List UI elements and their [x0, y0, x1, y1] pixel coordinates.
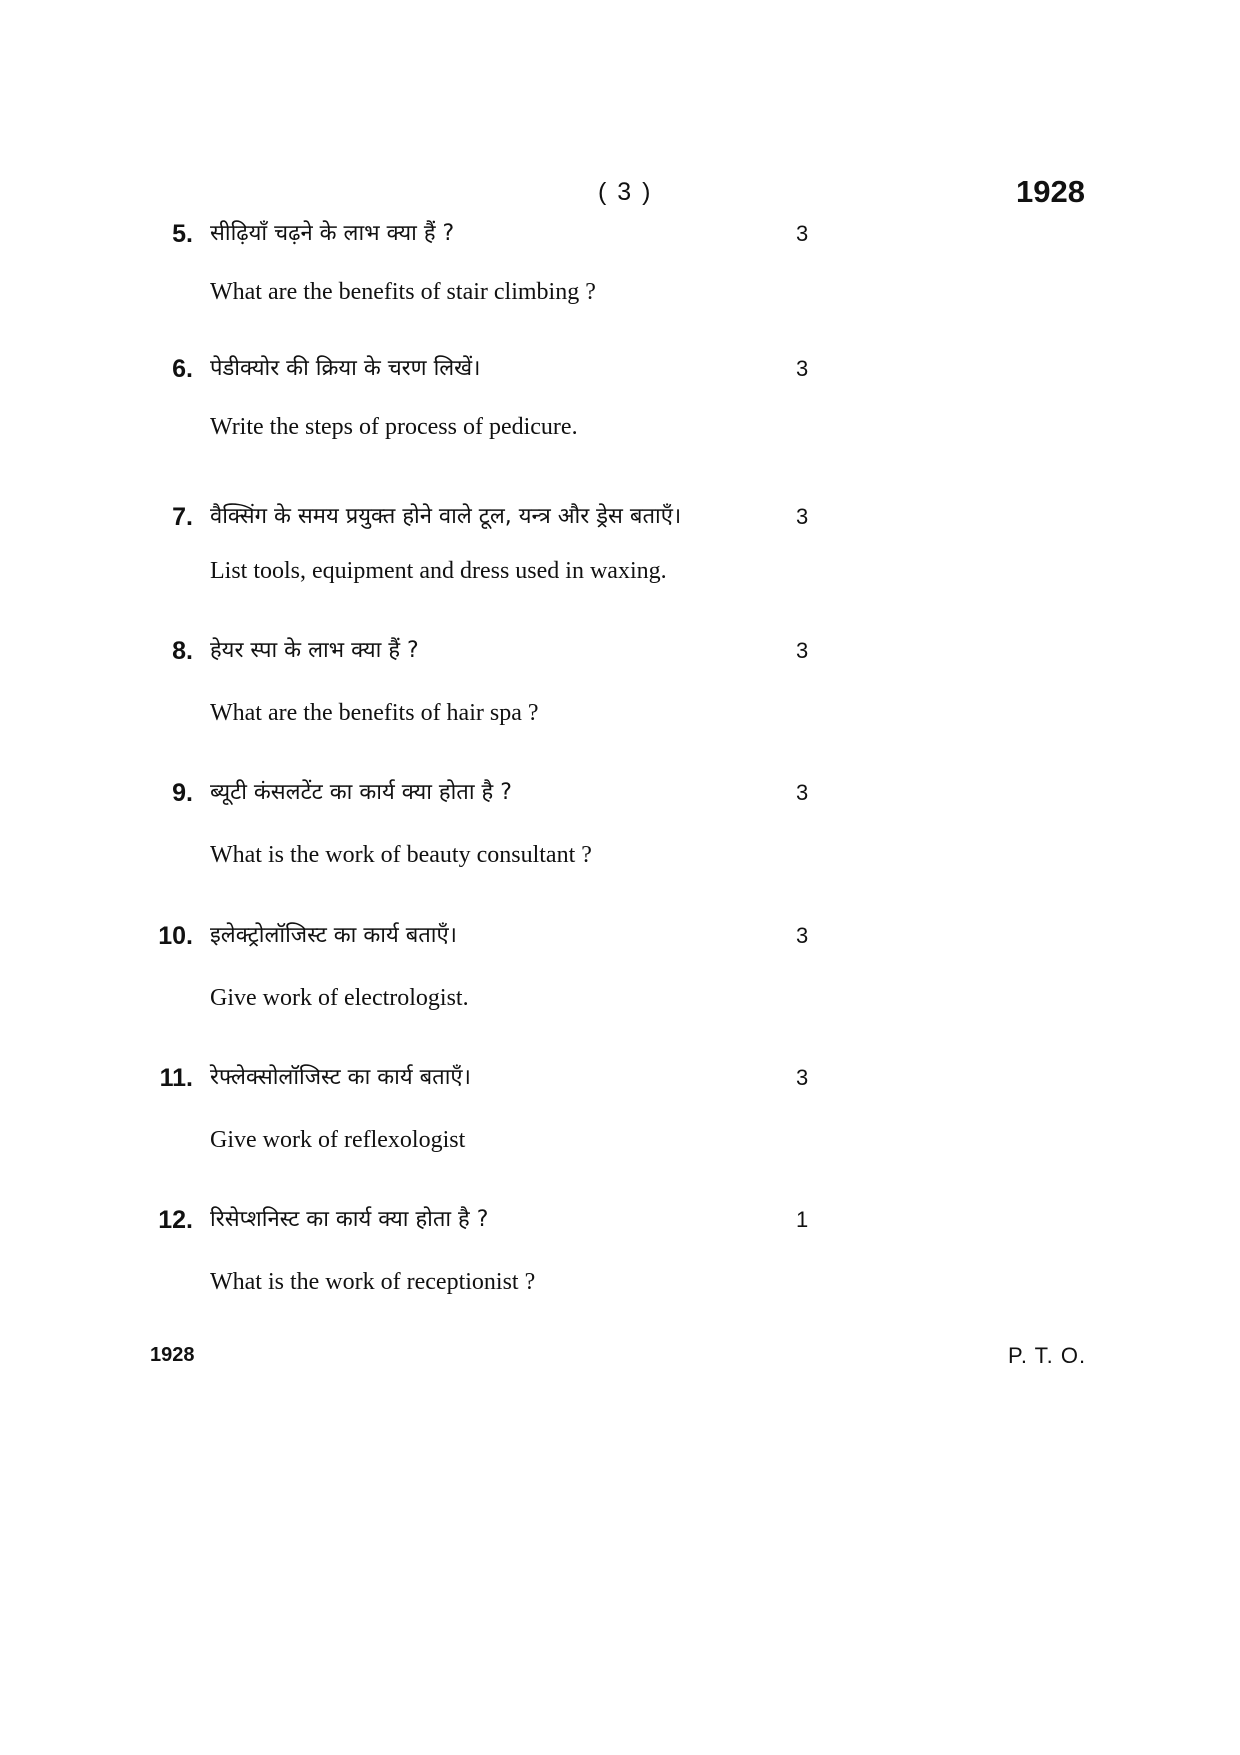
question-hindi: ब्यूटी कंसलटेंट का कार्य क्या होता है ?	[210, 780, 512, 805]
page-number: ( 3 )	[598, 178, 653, 206]
question-english: Give work of electrologist.	[210, 985, 469, 1011]
question-item	[0, 354, 1240, 474]
question-number: 7.	[172, 503, 193, 531]
question-marks: 3	[796, 638, 809, 663]
question-item	[0, 636, 1240, 756]
question-hindi: रेफ्लेक्सोलॉजिस्ट का कार्य बताएँ।	[210, 1065, 471, 1090]
question-number: 12.	[158, 1206, 193, 1234]
question-item	[0, 778, 1240, 898]
question-english: What is the work of beauty consultant ?	[210, 842, 592, 868]
question-hindi: इलेक्ट्रोलॉजिस्ट का कार्य बताएँ।	[210, 923, 458, 948]
question-hindi: हेयर स्पा के लाभ क्या हैं ?	[210, 638, 419, 663]
question-item	[0, 219, 1240, 339]
question-number: 9.	[172, 779, 193, 807]
question-marks: 3	[796, 1065, 809, 1090]
question-english: What is the work of receptionist ?	[210, 1269, 536, 1295]
question-marks: 1	[796, 1207, 809, 1232]
paper-code-footer: 1928	[150, 1344, 195, 1366]
paper-code-header: 1928	[1016, 174, 1085, 209]
question-item	[0, 1063, 1240, 1183]
question-item	[0, 502, 1240, 622]
question-number: 10.	[158, 922, 193, 950]
question-number: 11.	[159, 1064, 193, 1092]
question-item	[0, 921, 1240, 1041]
question-hindi: पेडीक्योर की क्रिया के चरण लिखें।	[210, 356, 481, 381]
question-hindi: वैक्सिंग के समय प्रयुक्त होने वाले टूल, यन्त्र और ड्रेस बताएँ।	[210, 504, 682, 529]
question-english: Give work of reflexologist	[210, 1127, 466, 1153]
question-marks: 3	[796, 504, 809, 529]
question-item	[0, 1205, 1240, 1325]
question-number: 5.	[172, 220, 193, 248]
please-turn-over: P. T. O.	[1008, 1343, 1087, 1368]
question-marks: 3	[796, 221, 809, 246]
question-marks: 3	[796, 923, 809, 948]
question-number: 8.	[172, 637, 193, 665]
question-marks: 3	[796, 780, 809, 805]
question-number: 6.	[172, 355, 193, 383]
question-hindi: रिसेप्शनिस्ट का कार्य क्या होता है ?	[210, 1207, 489, 1232]
question-english: List tools, equipment and dress used in waxing.	[210, 558, 667, 584]
question-hindi: सीढ़ियाँ चढ़ने के लाभ क्या हैं ?	[210, 221, 455, 246]
question-english: Write the steps of process of pedicure.	[210, 414, 578, 440]
question-english: What are the benefits of stair climbing ?	[210, 279, 596, 305]
question-english: What are the benefits of hair spa ?	[210, 700, 539, 726]
question-marks: 3	[796, 356, 809, 381]
